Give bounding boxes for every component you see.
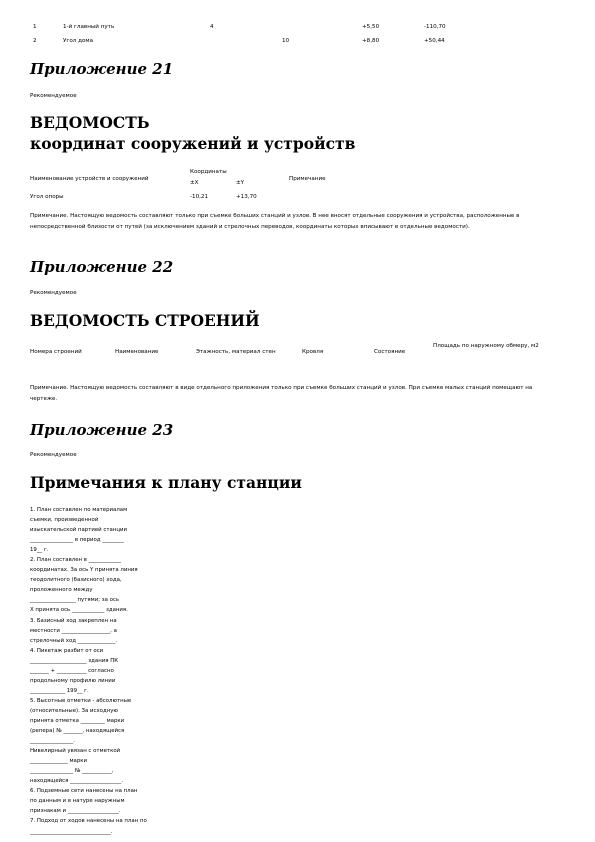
list-item: изыскательской партией станции — [30, 527, 127, 534]
list-item: стрелочный ход ______________. — [30, 637, 118, 644]
table-cell: 1-й главный путь — [63, 24, 115, 30]
section-heading: ВЕДОМОСТЬ — [30, 113, 150, 132]
recommended-label: Рекомендуемое — [30, 93, 77, 99]
table-cell: +5,50 — [362, 24, 380, 30]
list-item: 7. Подход от ходов нанесены на план по — [30, 818, 147, 825]
table-cell: 1 — [33, 24, 37, 30]
table-cell: -110,70 — [424, 24, 446, 30]
column-header: Примечание — [289, 176, 326, 182]
section-heading: Примечания к плану станции — [30, 473, 302, 492]
list-item: теодолитного (базисного) хода, — [30, 577, 122, 584]
table-cell: Угол опоры — [30, 194, 64, 200]
column-header: Кровля — [302, 349, 324, 355]
list-item: Нивелирный увязан с отметкой — [30, 748, 121, 755]
column-header: Наименование устройств и сооружений — [30, 176, 149, 182]
table-cell: -10,21 — [190, 194, 209, 200]
list-item: 1. План составлен по материалам — [30, 507, 128, 513]
list-item: координатах. За ось Y принята линия — [30, 567, 138, 574]
table-cell: +50,44 — [424, 38, 445, 44]
column-header: Площадь по наружному обмеру, м2 — [433, 343, 539, 349]
column-header: Координаты — [190, 169, 227, 175]
note-paragraph: Примечание. Настоящую ведомость составляют в виде отдельного приложения только при съемке больших станций и узлов. При съемке малых станций помещают на чертеже. — [30, 385, 533, 402]
table-cell: 4 — [210, 24, 214, 30]
column-header: Этажность, материал стен — [196, 349, 276, 355]
table-cell: 2 — [33, 38, 37, 44]
list-item: съемки, произведенной — [30, 517, 99, 524]
column-header: Номера строений — [30, 349, 82, 355]
list-item: (репера) № _______, находящейся — [30, 728, 125, 735]
list-item: _____________ 199__ г. — [30, 687, 89, 694]
list-item: _____________________ здания ПК — [30, 657, 119, 664]
recommended-label: Рекомендуемое — [30, 452, 77, 458]
list-item: 4. Пикетаж разбит от оси — [30, 647, 104, 654]
table-cell: +13,70 — [236, 194, 257, 200]
section-heading: ВЕДОМОСТЬ СТРОЕНИЙ — [30, 311, 260, 330]
column-header: Состояние — [374, 349, 406, 355]
list-item: принята отметка _________ марки — [30, 717, 125, 724]
appendix-title: Приложение 21 — [30, 60, 174, 78]
list-item: ________________ № ___________, — [30, 768, 114, 775]
list-item: ______________________________. — [30, 828, 113, 835]
list-item: X принята ось ____________ здания. — [30, 607, 128, 614]
section-heading: координат сооружений и устройств — [30, 134, 356, 153]
list-item: проложенного между — [30, 587, 93, 594]
table-cell: Угол дома — [63, 38, 94, 44]
notes-list — [30, 505, 180, 837]
column-header: ±X — [190, 180, 199, 186]
list-item: ________________ в период ________ — [30, 537, 124, 544]
table-cell: +8,80 — [362, 38, 380, 44]
list-item: по данным и в натуре наружным — [30, 798, 125, 805]
list-item: 19__ г. — [30, 547, 49, 554]
column-header: Наименование — [115, 349, 159, 355]
list-item: находящейся ___________________. — [30, 778, 124, 785]
list-item: 5. Высотные отметки - абсолютные — [30, 697, 132, 704]
appendix-title: Приложение 23 — [30, 421, 174, 439]
list-item: _______ + ___________ согласно — [30, 667, 114, 674]
column-header: ±Y — [236, 180, 245, 186]
note-paragraph: Примечание. Настоящую ведомость составляют только при съемке больших станций и узлов. В нее вносят отдельные сооружения и устройства, расположенные в непосредственной близости от путей (за исключением зданий и стрелочных переводов, координаты которых вписывают в отдельные ведомости). — [30, 213, 520, 230]
list-item: 6. Подземные сети нанесены на план — [30, 788, 138, 795]
list-item: продольному профилю линии — [30, 677, 116, 684]
list-item: 2. План составлен в ____________ — [30, 557, 121, 564]
table-cell: 10 — [282, 38, 290, 44]
recommended-label: Рекомендуемое — [30, 290, 77, 296]
list-item: признакам и ___________________. — [30, 808, 121, 815]
list-item: 3. Базисный ход закреплен на — [30, 617, 117, 624]
list-item: ________________. — [30, 738, 75, 745]
list-item: местности __________________, а — [30, 627, 117, 634]
list-item: ______________ марки — [30, 758, 87, 765]
list-item: _________________ путями; за ось — [30, 597, 120, 604]
list-item: (относительные). За исходную — [30, 707, 118, 714]
appendix-title: Приложение 22 — [30, 258, 174, 276]
